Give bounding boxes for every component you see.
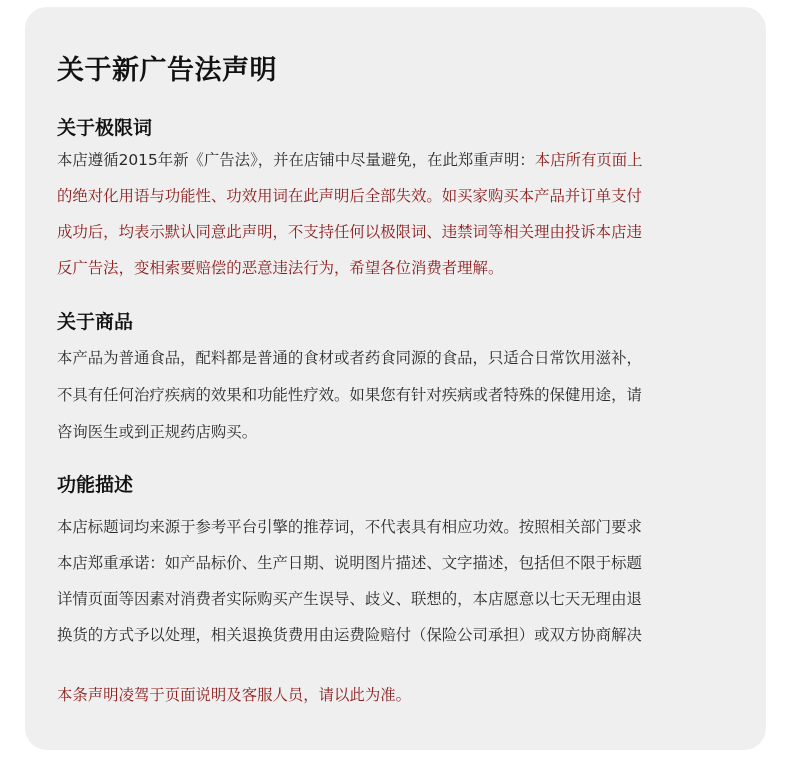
limit-words-line-1-emphasis: 本店所有页面上 [534, 151, 643, 169]
limit-words-line-4: 反广告法，变相索要赔偿的恶意违法行为，希望各位消费者理解。 [57, 259, 504, 277]
product-line-2: 不具有任何治疗疾病的效果和功能性疗效。如果您有针对疾病或者特殊的保健用途，请 [57, 386, 642, 404]
product-line-1: 本产品为普通食品，配料都是普通的食材或者药食同源的食品，只适合日常饮用滋补， [57, 349, 642, 367]
product-heading: 关于商品 [57, 311, 134, 333]
limit-words-line-1 [57, 148, 643, 170]
limit-words-line-3: 成功后，均表示默认同意此声明，不支持任何以极限词、违禁词等相关理由投诉本店违 [57, 223, 642, 241]
limit-words-line-2: 的绝对化用语与功能性、功效用词在此声明后全部失效。如买家购买本产品并订单支付 [57, 187, 642, 205]
product-line-3: 咨询医生或到正规药店购买。 [57, 423, 258, 441]
function-line-3: 详情页面等因素对消费者实际购买产生误导、歧义、联想的，本店愿意以七天无理由退 [57, 590, 642, 608]
page-title: 关于新广告法声明 [57, 55, 277, 86]
function-heading: 功能描述 [57, 474, 134, 496]
final-note: 本条声明凌驾于页面说明及客服人员，请以此为准。 [57, 686, 411, 704]
limit-words-line-1-normal: 本店遵循2015年新《广告法》，并在店铺中尽量避免，在此郑重声明： [57, 151, 535, 169]
function-line-4: 换货的方式予以处理，相关退换货费用由运费险赔付（保险公司承担）或双方协商解决 [57, 626, 642, 644]
function-line-1: 本店标题词均来源于参考平台引擎的推荐词，不代表具有相应功效。按照相关部门要求 [57, 518, 642, 536]
function-line-2: 本店郑重承诺：如产品标价、生产日期、说明图片描述、文字描述，包括但不限于标题 [57, 554, 642, 572]
limit-words-heading: 关于极限词 [57, 117, 153, 139]
